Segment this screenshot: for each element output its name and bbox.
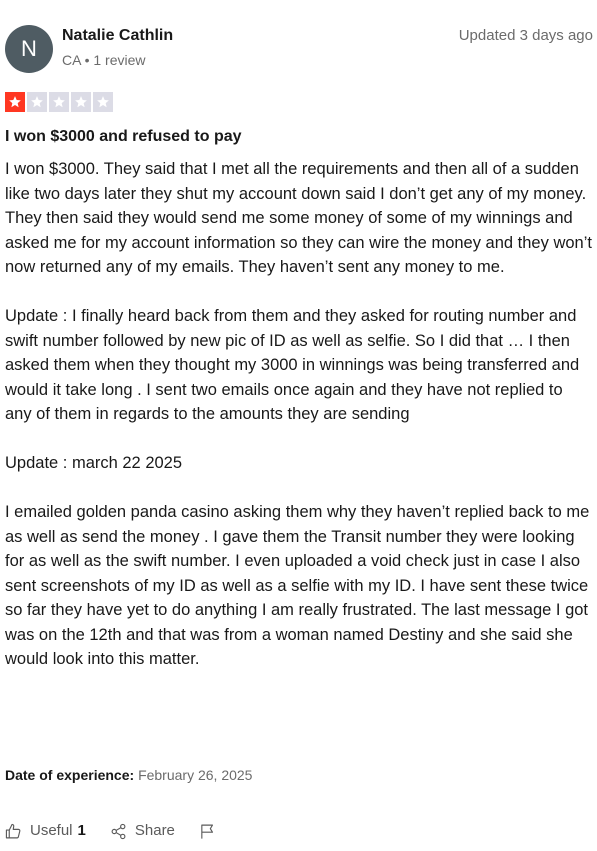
star-rating xyxy=(5,92,113,112)
star-empty-icon xyxy=(27,92,47,112)
review-title[interactable]: I won $3000 and refused to pay xyxy=(5,128,242,145)
review-body xyxy=(5,157,593,696)
share-button[interactable] xyxy=(110,821,175,841)
star-filled-icon xyxy=(5,92,25,112)
useful-button[interactable] xyxy=(5,821,86,841)
date-value: February 26, 2025 xyxy=(138,767,253,783)
review-paragraph: Update : I finally heard back from them and they asked for routing number and swift number followed by new pic of ID as well as selfie. So I did that … I then asked them when they thought my 3000 in winnings was being transferred and would it take long . I sent two emails once again and they have not replied to any of them in regards to the amounts they are sending xyxy=(5,307,580,423)
useful-label: Useful xyxy=(30,822,73,839)
consumer-info xyxy=(62,26,173,69)
review-actions xyxy=(5,821,248,841)
flag-icon xyxy=(199,823,216,840)
reviewer-name[interactable]: Natalie Cathlin xyxy=(62,27,174,44)
reviewer-meta: CA • 1 review xyxy=(62,52,146,68)
updated-time: Updated 3 days ago xyxy=(458,27,593,44)
review-paragraph: I won $3000. They said that I met all the requirements and then all of a sudden like two days later they shut my account down said I don’t get any of my money. They then said they would send me some money of some of my winnings and asked me for my account information so they can wire the money and they won’t now returned any of my emails. They haven’t sent any money to me. xyxy=(5,160,592,276)
star-empty-icon xyxy=(49,92,69,112)
share-icon xyxy=(110,823,127,840)
avatar[interactable]: N xyxy=(5,25,53,73)
share-label: Share xyxy=(134,822,175,839)
star-empty-icon xyxy=(93,92,113,112)
review-paragraph: I emailed golden panda casino asking them why they haven’t replied back to me as well as send the money . I gave them the Transit number they were looking for as well as the swift number. I even uploaded a void check just in case I also sent screenshots of my ID as well as a selfie with my ID. I have sent these twice so far they have yet to do anything I am really frustrated. The last message I got was on the 12th and that was from a woman named Destiny and she said she would look into this matter. xyxy=(5,503,590,668)
review-paragraph: Update : march 22 2025 xyxy=(5,454,183,472)
star-empty-icon xyxy=(71,92,91,112)
review-header xyxy=(5,22,593,74)
useful-count: 1 xyxy=(77,822,86,839)
date-label: Date of experience: xyxy=(5,767,135,783)
report-button[interactable] xyxy=(199,823,224,840)
date-of-experience xyxy=(5,766,252,784)
thumbs-up-icon xyxy=(5,823,22,840)
